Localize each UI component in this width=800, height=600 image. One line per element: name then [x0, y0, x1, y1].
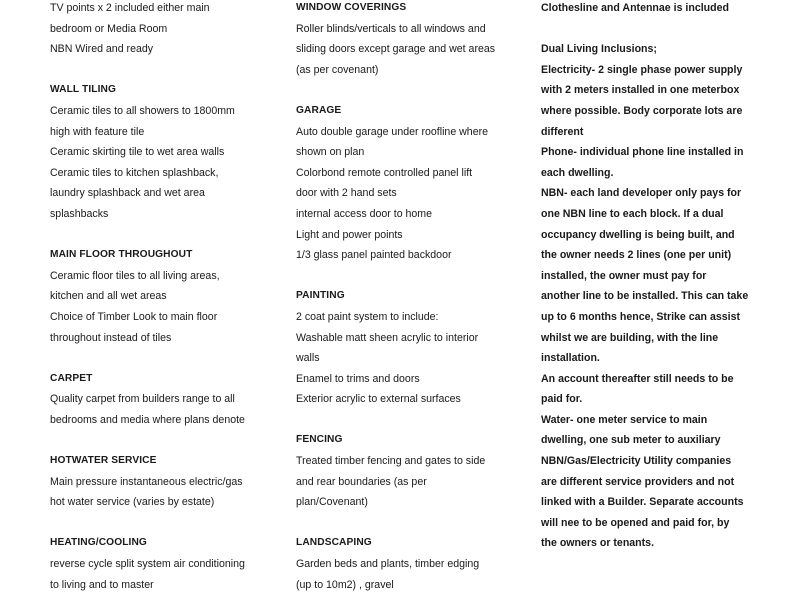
- text-line: Quality carpet from builders range to all: [50, 393, 235, 406]
- text-line: throughout instead of tiles: [50, 331, 172, 344]
- text-line: will nee to be opened and paid for, by: [541, 516, 730, 529]
- hotwater-section: [50, 451, 275, 513]
- text-line: paid for.: [541, 393, 583, 406]
- fencing-section: [296, 430, 521, 512]
- section-heading: HEATING/COOLING: [50, 537, 147, 549]
- text-line: installation.: [541, 352, 600, 365]
- heating-cooling-section: [50, 533, 275, 595]
- text-line: another line to be installed. This can take: [541, 290, 749, 303]
- section-heading: GARAGE: [296, 104, 342, 116]
- window-coverings-section: [296, 0, 521, 80]
- text-line: the owners or tenants.: [541, 537, 655, 550]
- section-heading: Dual Living Inclusions;: [541, 43, 657, 56]
- main-floor-section: [50, 245, 275, 348]
- text-line: walls: [296, 352, 320, 365]
- text-line: and rear boundaries (as per: [296, 475, 427, 488]
- intro-section: [50, 0, 275, 60]
- text-line: Roller blinds/verticals to all windows and: [296, 22, 486, 35]
- text-line: bedroom or Media Room: [50, 22, 168, 35]
- text-line: Treated timber fencing and gates to side: [296, 455, 486, 468]
- text-line: one NBN line to each block. If a dual: [541, 207, 724, 220]
- text-line: different: [541, 125, 584, 138]
- text-line: Garden beds and plants, timber edging: [296, 558, 480, 571]
- text-line: Main pressure instantaneous electric/gas: [50, 475, 243, 488]
- text-line: dwelling, one sub meter to auxiliary: [541, 434, 721, 447]
- text-line: kitchen and all wet areas: [50, 290, 167, 303]
- text-line: where possible. Body corporate lots are: [541, 104, 743, 117]
- wall-tiling-section: [50, 80, 275, 224]
- section-heading: WALL TILING: [50, 84, 116, 96]
- section-heading: CARPET: [50, 372, 93, 384]
- text-line: internal access door to home: [296, 207, 433, 220]
- text-line: hot water service (varies by estate): [50, 496, 215, 509]
- garage-section: [296, 101, 521, 266]
- text-line: (as per covenant): [296, 63, 379, 76]
- text-line: linked with a Builder. Separate accounts: [541, 496, 744, 509]
- painting-section: [296, 286, 521, 410]
- section-heading: FENCING: [296, 434, 343, 446]
- text-line: sliding doors except garage and wet areas: [296, 43, 496, 56]
- text-line: each dwelling.: [541, 166, 614, 179]
- text-line: to living and to master: [50, 578, 154, 591]
- text-line: Ceramic floor tiles to all living areas,: [50, 269, 220, 282]
- text-line: Choice of Timber Look to main floor: [50, 310, 218, 323]
- text-line: with 2 meters installed in one meterbox: [541, 84, 740, 97]
- text-line: TV points x 2 included either main: [50, 2, 210, 14]
- dual-living-section: [541, 39, 766, 554]
- text-line: plan/Covenant): [296, 496, 368, 509]
- text-line: Auto double garage under roofline where: [296, 125, 489, 138]
- text-line: the owner needs 2 lines (one per unit): [541, 249, 732, 262]
- text-line: NBN Wired and ready: [50, 43, 154, 56]
- text-line: Ceramic tiles to all showers to 1800mm: [50, 104, 235, 117]
- text-line: splashbacks: [50, 207, 109, 220]
- text-line: Electricity- 2 single phase power supply: [541, 63, 743, 76]
- text-line: whilst we are building, with the line: [541, 331, 719, 344]
- text-line: NBN/Gas/Electricity Utility companies: [541, 455, 732, 468]
- text-line: bedrooms and media where plans denote: [50, 413, 245, 426]
- landscaping-section: [296, 533, 521, 595]
- text-line: occupancy dwelling is being built, and: [541, 228, 735, 241]
- text-line: Water- one meter service to main: [541, 413, 708, 426]
- text-line: NBN- each land developer only pays for: [541, 187, 742, 200]
- text-line: (up to 10m2) , gravel: [296, 578, 394, 591]
- text-line: Light and power points: [296, 228, 403, 241]
- inclusions-column-2: [296, 0, 521, 595]
- section-heading: PAINTING: [296, 290, 345, 302]
- text-line: Phone- individual phone line installed in: [541, 146, 744, 159]
- text-line: installed, the owner must pay for: [541, 269, 707, 282]
- text-line: 1/3 glass panel painted backdoor: [296, 249, 452, 262]
- text-line: Ceramic skirting tile to wet area walls: [50, 146, 225, 159]
- intro-section: [541, 0, 766, 19]
- text-line: Ceramic tiles to kitchen splashback,: [50, 166, 219, 179]
- text-line: laundry splashback and wet area: [50, 187, 205, 200]
- text-line: 2 coat paint system to include:: [296, 310, 439, 323]
- text-line: up to 6 months hence, Strike can assist: [541, 310, 740, 323]
- section-heading: HOTWATER SERVICE: [50, 455, 157, 467]
- text-line: An account thereafter still needs to be: [541, 372, 734, 385]
- section-heading: WINDOW COVERINGS: [296, 2, 407, 13]
- section-heading: LANDSCAPING: [296, 537, 372, 549]
- text-line: Clothesline and Antennae is included: [541, 2, 729, 14]
- inclusions-column-3: [541, 0, 766, 554]
- text-line: high with feature tile: [50, 125, 145, 138]
- text-line: shown on plan: [296, 146, 365, 159]
- section-heading: MAIN FLOOR THROUGHOUT: [50, 249, 193, 261]
- text-line: Enamel to trims and doors: [296, 372, 420, 385]
- text-line: Colorbond remote controlled panel lift: [296, 166, 473, 179]
- text-line: reverse cycle split system air conditioning: [50, 558, 245, 571]
- carpet-section: [50, 369, 275, 431]
- text-line: Washable matt sheen acrylic to interior: [296, 331, 479, 344]
- text-line: are different service providers and not: [541, 475, 735, 488]
- text-line: Exterior acrylic to external surfaces: [296, 393, 461, 406]
- inclusions-column-1: [50, 0, 275, 595]
- text-line: door with 2 hand sets: [296, 187, 397, 200]
